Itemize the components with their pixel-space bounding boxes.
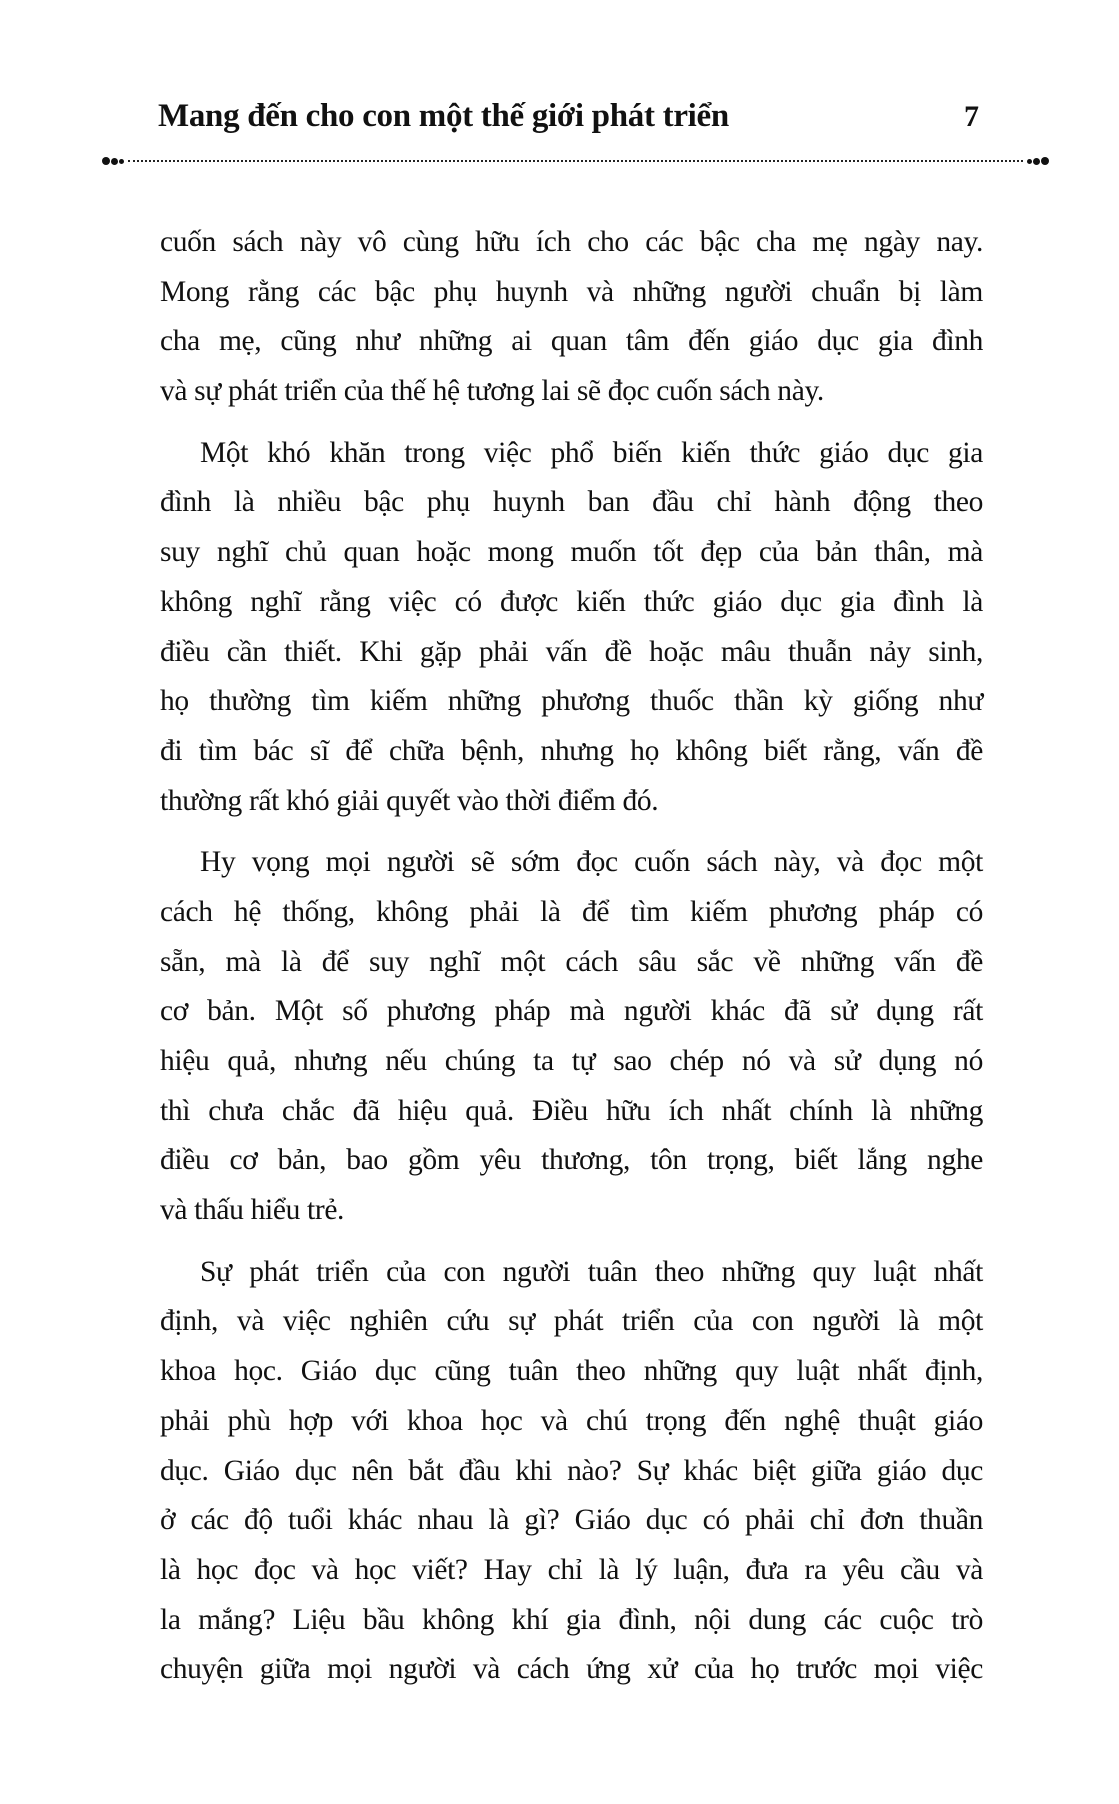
header-divider: [102, 156, 1049, 166]
paragraph: [160, 218, 983, 417]
text-line: la mắng? Liệu bầu không khí gia đình, nội dung các cuộc trò: [160, 1603, 983, 1636]
text-line: điều cần thiết. Khi gặp phải vấn đề hoặc mâu thuẫn nảy sinh,: [160, 635, 983, 668]
ornament-left: [102, 157, 124, 165]
text-line: thì chưa chắc đã hiệu quả. Điều hữu ích nhất chính là những: [160, 1094, 983, 1127]
text-line: suy nghĩ chủ quan hoặc mong muốn tốt đẹp của bản thân, mà: [160, 536, 983, 569]
ornament-right: [1027, 157, 1049, 165]
text-line: cơ bản. Một số phương pháp mà người khác đã sử dụng rất: [160, 995, 983, 1028]
dotted-rule: [128, 160, 1023, 162]
paragraph: [160, 838, 983, 1236]
text-line: Hy vọng mọi người sẽ sớm đọc cuốn sách này, và đọc một: [200, 846, 983, 879]
paragraph: [160, 1248, 983, 1695]
text-line: thường rất khó giải quyết vào thời điểm đó.: [160, 784, 659, 817]
text-line: dục. Giáo dục nên bắt đầu khi nào? Sự khác biệt giữa giáo dục: [160, 1454, 983, 1487]
text-line: ở các độ tuổi khác nhau là gì? Giáo dục có phải chỉ đơn thuần: [160, 1504, 983, 1537]
text-line: Một khó khăn trong việc phổ biến kiến thức giáo dục gia: [200, 436, 983, 469]
text-line: Sự phát triển của con người tuân theo những quy luật nhất: [200, 1255, 983, 1288]
text-line: đình là nhiều bậc phụ huynh ban đầu chỉ hành động theo: [160, 486, 983, 519]
text-line: hiệu quả, nhưng nếu chúng ta tự sao chép nó và sử dụng nó: [160, 1045, 983, 1077]
text-line: là học đọc và học viết? Hay chỉ là lý luận, đưa ra yêu cầu và: [160, 1553, 983, 1586]
text-line: không nghĩ rằng việc có được kiến thức giáo dục gia đình là: [160, 585, 983, 618]
paragraph: [160, 429, 983, 827]
text-line: và sự phát triển của thế hệ tương lai sẽ đọc cuốn sách này.: [160, 375, 824, 408]
text-line: cuốn sách này vô cùng hữu ích cho các bậc cha mẹ ngày nay.: [160, 226, 983, 258]
text-line: sẵn, mà là để suy nghĩ một cách sâu sắc về những vấn đề: [160, 945, 983, 978]
text-line: cách hệ thống, không phải là để tìm kiếm phương pháp có: [160, 895, 983, 928]
running-header: [158, 98, 981, 142]
text-line: chuyện giữa mọi người và cách ứng xử của họ trước mọi việc: [160, 1653, 983, 1686]
body-text: [160, 218, 983, 1707]
text-line: phải phù hợp với khoa học và chú trọng đến nghệ thuật giáo: [160, 1404, 983, 1437]
text-line: Mong rằng các bậc phụ huynh và những người chuẩn bị làm: [160, 275, 983, 308]
page-number: 7: [964, 100, 979, 133]
text-line: định, và việc nghiên cứu sự phát triển của con người là một: [160, 1305, 983, 1338]
text-line: và thấu hiểu trẻ.: [160, 1194, 345, 1227]
text-line: đi tìm bác sĩ để chữa bệnh, nhưng họ không biết rằng, vấn đề: [160, 734, 983, 767]
text-line: họ thường tìm kiếm những phương thuốc thần kỳ giống như: [160, 685, 983, 718]
text-line: khoa học. Giáo dục cũng tuân theo những quy luật nhất định,: [160, 1355, 983, 1388]
running-header-title: Mang đến cho con một thế giới phát triển: [158, 98, 729, 134]
text-line: điều cơ bản, bao gồm yêu thương, tôn trọng, biết lắng nghe: [160, 1144, 983, 1177]
text-line: cha mẹ, cũng như những ai quan tâm đến giáo dục gia đình: [160, 325, 983, 358]
